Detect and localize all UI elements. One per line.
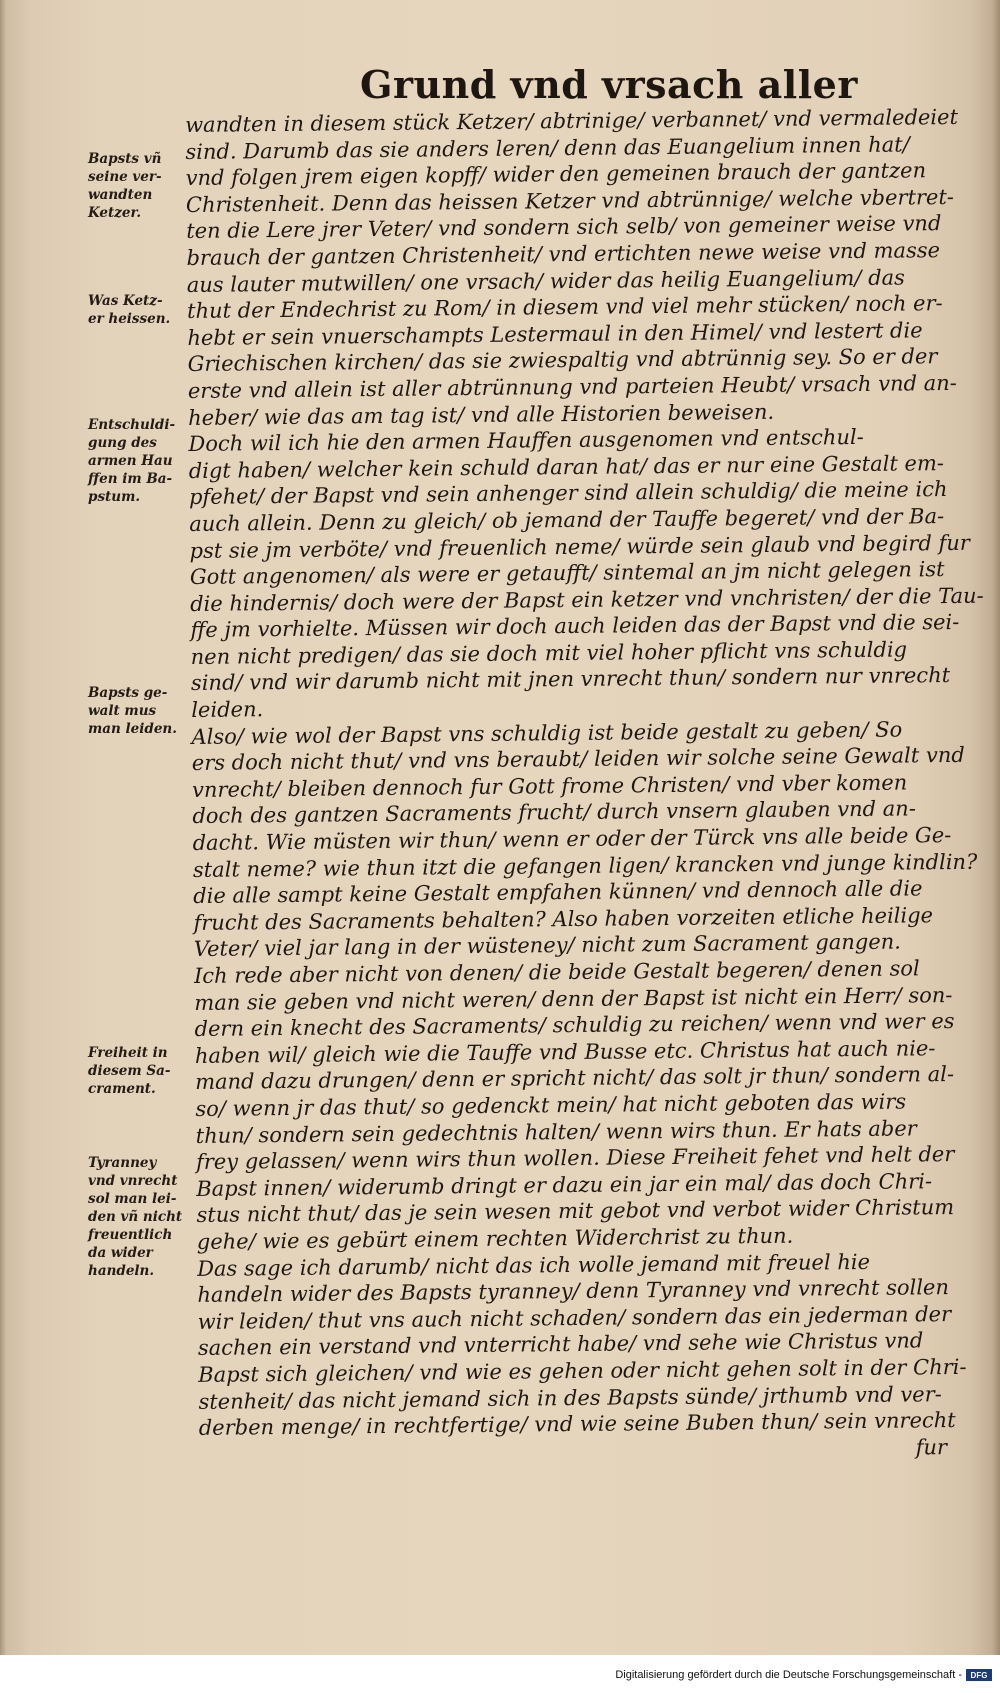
text-line: auch allein. Denn zu gleich/ ob jemand der Tauffe begeret/ vnd der Ba-: [189, 503, 945, 536]
text-line: dacht. Wie müsten wir thun/ wenn er oder der Türck vns alle beide Ge-: [192, 823, 952, 855]
text-line: pst sie jm verböte/ vnd freuenlich neme/ würde sein glaub vnd begird fur: [189, 530, 970, 563]
text-line: sachen ein verstand vnd vnterricht habe/ vnd sehe wie Christus vnd: [197, 1328, 924, 1361]
margin-note: [88, 1154, 183, 1280]
text-line: fur: [915, 1434, 948, 1460]
text-line: hebt er sein vnuerschampts Lestermaul in den Himel/ vnd lestert die: [187, 318, 923, 350]
text-line: wir leiden/ thut vns auch nicht schaden/ sondern das ein jederman der: [197, 1301, 952, 1334]
margin-note-line: handeln.: [88, 1263, 155, 1279]
margin-note-line: Was Ketz-: [88, 293, 163, 309]
text-line: Veter/ viel jar lang in der wüsteney/ nicht zum Sacrament gangen.: [193, 929, 901, 962]
main-text-block: [185, 104, 984, 1468]
text-line: haben wil/ gleich wie die Tauffe vnd Busse etc. Christus hat auch nie-: [194, 1035, 936, 1068]
text-line: ffe jm vorhielte. Müssen wir doch auch leiden das der Bapst vnd die sei-: [190, 610, 960, 643]
margin-note-line: pstum.: [88, 489, 141, 505]
text-line: leiden.: [191, 697, 264, 723]
margin-note-line: Bapsts vñ: [88, 151, 162, 167]
text-line: brauch der gantzen Christenheit/ vnd ertichten newe weise vnd masse: [186, 238, 941, 270]
text-line: die alle sampt keine Gestalt empfahen künnen/ vnd dennoch alle die: [193, 876, 923, 909]
text-line: handeln wider des Bapsts tyranney/ denn Tyranney vnd vnrecht sollen: [197, 1275, 950, 1308]
footer-text: Digitalisierung gefördert durch die Deutsche Forschungsgemeinschaft -: [615, 1669, 962, 1681]
margin-note-line: Freiheit in: [88, 1045, 168, 1061]
margin-note-line: Tyranney: [88, 1155, 157, 1171]
margin-note: [88, 416, 183, 506]
margin-note-line: er heissen.: [88, 311, 171, 327]
text-line: Ich rede aber nicht von denen/ die beide Gestalt begeren/ denen sol: [193, 956, 920, 988]
text-line: stenheit/ das nicht jemand sich in des Bapsts sünde/ jrthumb vnd ver-: [198, 1381, 942, 1414]
text-line: derben menge/ in rechtfertige/ vnd wie seine Buben thun/ sein vnrecht: [198, 1408, 956, 1441]
text-line: stalt neme? wie thun itzt die gefangen ligen/ krancken vnd junge kindlin?: [192, 849, 978, 882]
margin-note-line: den vñ nicht: [88, 1209, 183, 1225]
digitization-footer: [615, 1669, 992, 1681]
margin-note: [88, 1044, 183, 1098]
text-line: frucht des Sacraments behalten? Also haben vorzeiten etliche heilige: [193, 903, 934, 935]
text-line: wandten in diesem stück Ketzer/ abtrinige/ verbannet/ vnd vermaledeiet: [185, 104, 959, 137]
text-line: ten die Lere jrer Veter/ vnd sondern sich selb/ von gemeiner weise vnd: [186, 211, 942, 244]
text-line: thun/ sondern sein gedechtnis halten/ wenn wirs thun. Er hats aber: [195, 1115, 917, 1148]
margin-note-line: crament.: [88, 1081, 156, 1097]
dfg-logo-icon: DFG: [966, 1669, 992, 1681]
margin-note-line: Entschuldi-: [88, 417, 176, 433]
margin-note-line: Ketzer.: [88, 205, 142, 221]
text-line: vnrecht/ bleiben dennoch fur Gott frome Christen/ vnd vber komen: [191, 770, 908, 802]
text-line: aus lauter mutwillen/ one vrsach/ wider das heilig Euangelium/ das: [186, 265, 905, 297]
margin-note-line: vnd vnrecht: [88, 1173, 178, 1189]
page-header-title: Grund vnd vrsach aller: [360, 62, 858, 107]
margin-note-line: walt mus: [88, 703, 157, 719]
text-line: ers doch nicht thut/ vnd vns beraubt/ leiden wir solche seine Gewalt vnd: [191, 743, 965, 776]
text-line: vnd folgen jrem eigen kopff/ wider den gemeinen brauch der gantzen: [185, 158, 927, 191]
text-line: digt haben/ welcher kein schuld daran hat/ das er nur eine Gestalt em-: [188, 450, 945, 483]
text-line: Gott angenomen/ als were er getaufft/ sintemal an jm nicht gelegen ist: [189, 557, 945, 590]
text-line: Also/ wie wol der Bapst vns schuldig ist beide gestalt zu geben/ So: [191, 717, 903, 749]
margin-note-line: freuentlich: [88, 1227, 173, 1243]
margin-note-line: da wider: [88, 1245, 153, 1261]
text-line: doch des gantzen Sacraments frucht/ durch vnsern glauben vnd an-: [192, 796, 916, 829]
margin-note-line: Bapsts ge-: [88, 685, 168, 701]
margin-note-line: seine ver-: [88, 169, 162, 185]
margin-note-line: armen Hau: [88, 453, 173, 469]
text-line: sind/ vnd wir darumb nicht mit jnen vnrecht thun/ sondern nur vnrecht: [190, 663, 951, 696]
margin-note-line: diesem Sa-: [88, 1063, 171, 1079]
text-line: heber/ wie das am tag ist/ vnd alle Historien beweisen.: [188, 399, 775, 430]
margin-note-line: wandten: [88, 187, 153, 203]
text-line: erste vnd allein ist aller abtrünnung vnd parteien Heubt/ vrsach vnd an-: [187, 370, 957, 403]
margin-note: [88, 292, 183, 328]
margin-note-line: man leiden.: [88, 721, 177, 737]
text-line: stus nicht thut/ das je sein wesen mit gebot vnd verbot wider Christum: [196, 1195, 955, 1228]
text-line: so/ wenn jr das thut/ so gedenckt mein/ hat nicht geboten das wirs: [195, 1089, 907, 1121]
text-line: Griechischen kirchen/ das sie zwiespaltig vnd abtrünnig sey. So er der: [187, 344, 938, 377]
text-line: sind. Darumb das sie anders leren/ denn das Euangelium innen hat/: [185, 132, 910, 164]
margin-note-line: sol man lei-: [88, 1191, 177, 1207]
margin-note-line: ffen im Ba-: [88, 471, 173, 487]
bleed-through-mark: [380, 1424, 410, 1446]
page-right-edge: [992, 0, 1000, 1655]
text-line: thut der Endechrist zu Rom/ in diesem vnd viel mehr stücken/ noch er-: [186, 291, 943, 324]
margin-note: [88, 684, 183, 738]
text-line: man sie geben vnd nicht weren/ denn der Bapst ist nicht ein Herr/ son-: [194, 982, 953, 1015]
text-line: Bapst sich gleichen/ vnd wie es gehen oder nicht gehen solt in der Chri-: [198, 1354, 967, 1387]
text-line: mand dazu drungen/ denn er spricht nicht/ das solt jr thun/ sondern al-: [195, 1062, 955, 1095]
text-line: frey gelassen/ wenn wirs thun wollen. Diese Freiheit fehet vnd helt der: [195, 1142, 955, 1175]
text-line: gehe/ wie es gebürt einem rechten Widerchrist zu thun.: [196, 1223, 794, 1254]
text-line: pfehet/ der Bapst vnd sein anhenger sind allein schuldig/ die meine ich: [188, 477, 948, 510]
text-line: nen nicht predigen/ das sie doch mit viel hoher pflicht vns schuldig: [190, 637, 908, 669]
margin-note-line: gung des: [88, 435, 157, 451]
text-line: die hindernis/ doch were der Bapst ein ketzer vnd vnchristen/ der die Tau-: [190, 583, 984, 616]
margin-note: [88, 150, 183, 222]
text-line: dern ein knecht des Sacraments/ schuldig zu reichen/ wenn vnd wer es: [194, 1009, 955, 1042]
page-left-edge: [0, 0, 6, 1655]
text-line: Das sage ich darumb/ nicht das ich wolle jemand mit freuel hie: [196, 1249, 871, 1281]
text-line: Christenheit. Denn das heissen Ketzer vnd abtrünnige/ welche vbertret-: [185, 184, 955, 217]
text-line: Doch wil ich hie den armen Hauffen ausgenomen vnd entschul-: [188, 425, 864, 457]
text-line: Bapst innen/ widerumb dringt er dazu ein jar ein mal/ das doch Chri-: [196, 1168, 933, 1201]
